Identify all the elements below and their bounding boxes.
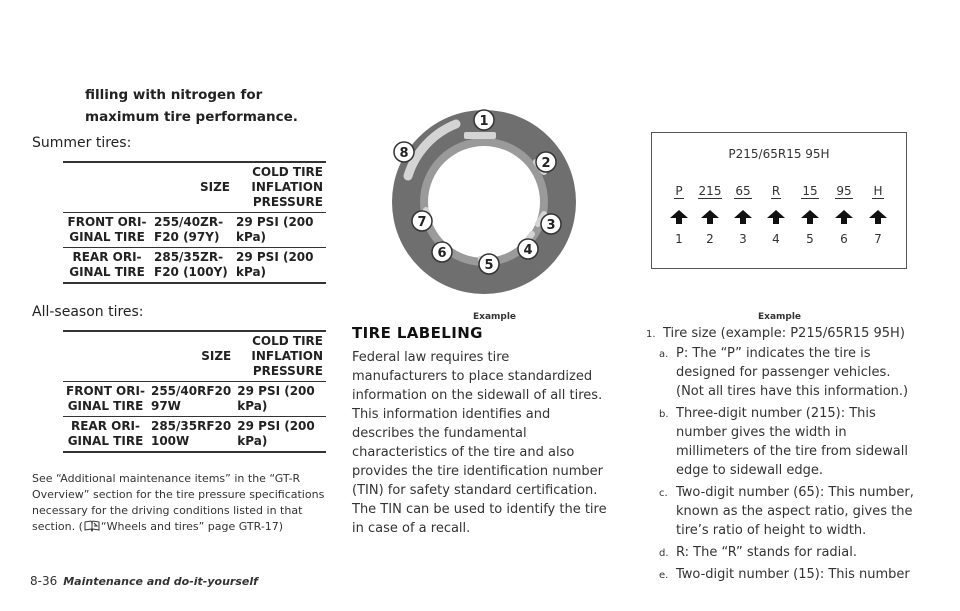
list-item (646, 324, 918, 343)
table-cell: 255/40ZR-F20 (97Y) (151, 213, 233, 248)
callout-1 (474, 110, 494, 130)
list-marker: c. (659, 488, 668, 499)
arrow-up-icon (700, 209, 720, 225)
tire-labeling-paragraph: Federal law requires tire manufacturers to place standardized information on the sidewall of all tires. This information identifies and describes the fundamental characteristics of the tire and also provides the tire identification number (TIN) for safety standard certification. The TIN can be used to identify the tire in case of a recall. (352, 350, 607, 536)
callout-number: 5 (484, 258, 494, 273)
list-item-text: R: The “R” stands for radial. (676, 545, 857, 560)
table-row (63, 382, 326, 417)
tire-figure-caption: Example (473, 312, 517, 322)
list-item-text: Two-digit number (15): This number (676, 567, 910, 582)
intro-text: filling with nitrogen for maximum tire performance. (85, 87, 298, 125)
summer-tires-table (63, 161, 326, 284)
table-cell: 29 PSI (200 kPa) (233, 213, 326, 248)
arrow-up-icon (834, 209, 854, 225)
tire-size-explanation (646, 324, 918, 587)
header-cell: COLD TIRE INFLATION PRESSURE (234, 331, 326, 382)
arrow-up-icon (766, 209, 786, 225)
size-part: P (675, 184, 683, 198)
list-item (659, 404, 918, 480)
header-cell: COLD TIRE INFLATION PRESSURE (233, 162, 326, 213)
table-header-row (63, 162, 326, 213)
list-item (659, 565, 918, 584)
list-item-text: Two-digit number (65): This number, known as the aspect ratio, gives the tire’s ratio of height to width. (676, 485, 914, 538)
table-cell: 29 PSI (200 kPa) (233, 248, 326, 284)
callout-number: 6 (437, 246, 447, 261)
list-item-title: Tire size (example: P215/65R15 95H) (663, 326, 905, 341)
sub-list (659, 344, 918, 584)
table-cell: 29 PSI (200 kPa) (234, 417, 326, 453)
size-part-number: 3 (739, 232, 747, 246)
table-row (63, 417, 326, 453)
size-part-number: 5 (806, 232, 814, 246)
list-item (659, 543, 918, 562)
arrow-up-icon (868, 209, 888, 225)
page-number: 8-36 (30, 574, 58, 588)
callout-2 (536, 152, 556, 172)
list-marker: a. (659, 349, 669, 360)
callout-3 (541, 214, 561, 234)
callout-number: 1 (479, 114, 489, 129)
callout-8 (394, 142, 414, 162)
pressure-note (32, 471, 332, 537)
size-part: H (873, 184, 883, 198)
callout-5 (479, 254, 499, 274)
size-part-number: 1 (675, 232, 683, 246)
callout-number: 2 (541, 156, 551, 171)
table-cell: 255/40RF20 97W (148, 382, 234, 417)
left-column (30, 84, 332, 537)
header-cell (63, 331, 148, 382)
book-icon (84, 520, 100, 537)
callout-6 (432, 242, 452, 262)
list-marker: d. (659, 548, 669, 559)
list-marker: 1. (646, 329, 656, 340)
size-part: 215 (698, 184, 722, 198)
callout-4 (518, 239, 538, 259)
size-label-caption: Example (758, 312, 802, 322)
callout-number: 3 (546, 218, 556, 233)
size-part: R (771, 184, 781, 198)
table-cell: REAR ORI-GINAL TIRE (63, 417, 148, 453)
section-heading: TIRE LABELING (352, 324, 483, 342)
callout-7 (412, 211, 432, 231)
list-item-text: P: The “P” indicates the tire is designed for passenger vehicles. (Not all tires have this information.) (676, 346, 909, 399)
tire-diagram (368, 106, 600, 306)
size-part: 15 (802, 184, 818, 198)
note-text-before: See “Additional maintenance items” in the “GT-R Overview” section for the tire pressure specifications necessary for the driving conditions listed in that section. ( (32, 472, 325, 533)
table-cell: REAR ORI-GINAL TIRE (63, 248, 151, 284)
tire-size-label-figure (651, 132, 907, 269)
table-cell: 285/35ZR-F20 (100Y) (151, 248, 233, 284)
size-label-title: P215/65R15 95H (728, 147, 830, 161)
page-footer (30, 574, 258, 588)
callout-number: 7 (417, 215, 427, 230)
tire-sidewall-figure (368, 106, 600, 306)
size-part-number: 4 (772, 232, 780, 246)
sidewall-marking (464, 132, 496, 139)
table-cell: 29 PSI (200 kPa) (234, 382, 326, 417)
table-cell: FRONT ORI-GINAL TIRE (63, 382, 148, 417)
size-part: 95 (836, 184, 852, 198)
allseason-tires-label: All-season tires: (32, 304, 144, 320)
list-item (659, 483, 918, 540)
table-row (63, 248, 326, 284)
list-marker: b. (659, 409, 669, 420)
list-marker: e. (659, 570, 669, 581)
size-part-number: 6 (840, 232, 848, 246)
size-part: 65 (735, 184, 751, 198)
arrow-up-icon (800, 209, 820, 225)
callout-number: 4 (523, 243, 533, 258)
size-part-number: 2 (706, 232, 714, 246)
summer-tires-label: Summer tires: (32, 135, 132, 151)
table-cell: FRONT ORI-GINAL TIRE (63, 213, 151, 248)
section-name: Maintenance and do-it-yourself (63, 575, 258, 588)
arrow-up-icon (733, 209, 753, 225)
header-cell (63, 162, 151, 213)
size-part-number: 7 (874, 232, 882, 246)
callout-number: 8 (399, 146, 409, 161)
header-cell: SIZE (148, 331, 234, 382)
allseason-tires-table (63, 330, 326, 453)
list-item (659, 344, 918, 401)
arrow-up-icon (669, 209, 689, 225)
header-cell: SIZE (151, 162, 233, 213)
tire-labeling-section (352, 324, 608, 538)
table-cell: 285/35RF20 100W (148, 417, 234, 453)
table-header-row (63, 331, 326, 382)
note-text-after: “Wheels and tires” page GTR-17) (100, 520, 284, 533)
table-row (63, 213, 326, 248)
list-item-text: Three-digit number (215): This number gives the width in millimeters of the tire from sidewall edge to sidewall edge. (676, 406, 908, 478)
